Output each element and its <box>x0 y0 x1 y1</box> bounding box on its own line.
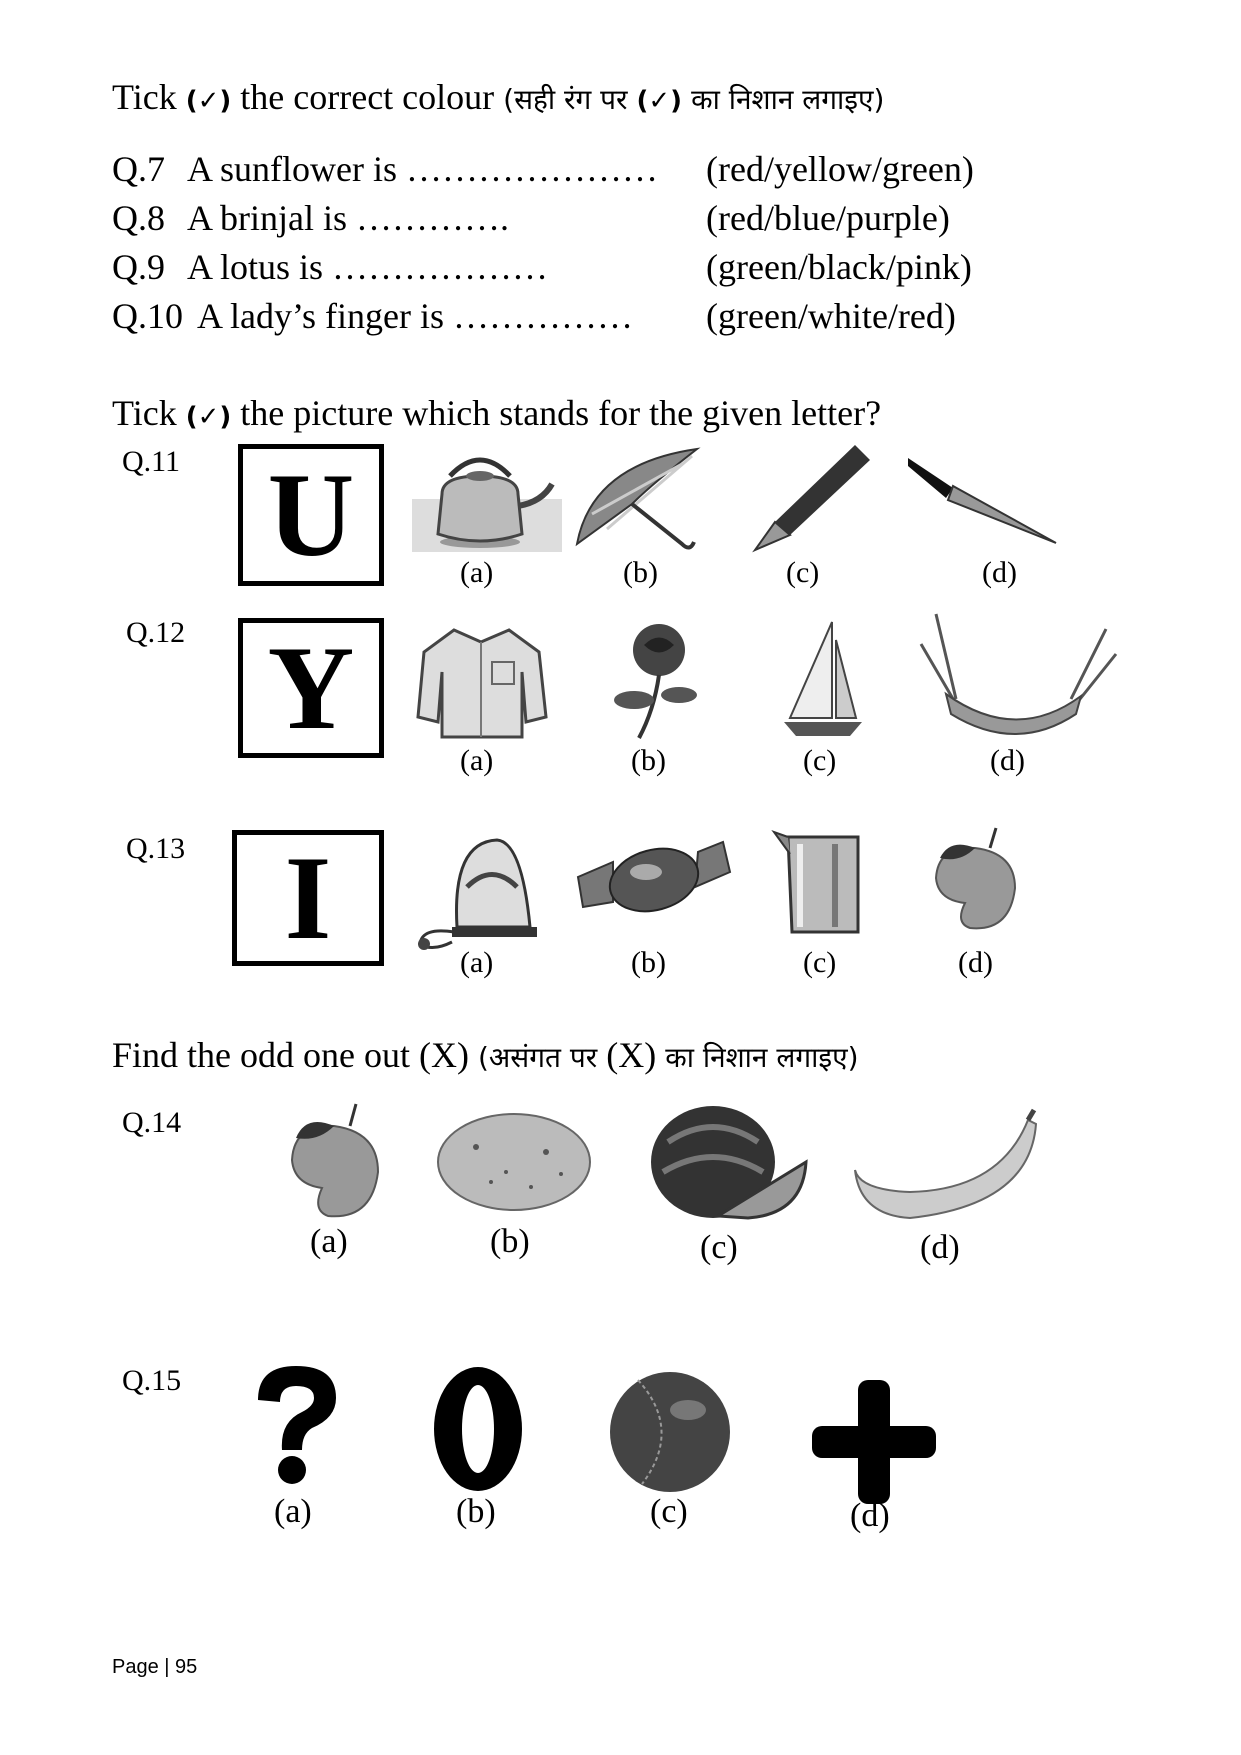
jug-icon[interactable] <box>770 832 862 936</box>
tick-mark-icon: (✓) <box>185 86 232 116</box>
kettle-icon[interactable] <box>412 444 562 552</box>
cricket-ball-icon[interactable] <box>608 1370 732 1494</box>
option-label-q14-a: (a) <box>310 1223 348 1260</box>
mango-icon[interactable] <box>930 828 1020 932</box>
odd-section-heading: Find the odd one out (X) (असंगत पर (X) का निशान लगाइए) <box>112 1035 859 1075</box>
question-q9: Q.9 A lotus is ……………… <box>112 247 549 287</box>
question-number-q12: Q.12 <box>126 616 186 649</box>
option-label-q13-b: (b) <box>631 946 666 979</box>
knife-icon[interactable] <box>908 448 1058 548</box>
candy-icon[interactable] <box>578 832 730 932</box>
question-q10: Q.10 A lady’s finger is …………… <box>112 296 633 336</box>
question-number-q13: Q.13 <box>126 832 186 865</box>
option-label-q11-c: (c) <box>786 556 820 589</box>
options-q7: (red/yellow/green) <box>706 149 974 189</box>
option-label-q12-b: (b) <box>631 744 666 777</box>
option-label-q13-c: (c) <box>803 946 837 979</box>
question-q8: Q.8 A brinjal is …………. <box>112 198 510 238</box>
option-label-q15-b: (b) <box>456 1493 496 1530</box>
option-label-q15-a: (a) <box>274 1493 312 1530</box>
question-number-q14: Q.14 <box>122 1106 182 1139</box>
options-q10: (green/white/red) <box>706 296 956 336</box>
option-label-q15-d: (d) <box>850 1497 890 1534</box>
hammock-icon[interactable] <box>916 614 1116 740</box>
option-label-q14-c: (c) <box>700 1229 738 1266</box>
umbrella-icon[interactable] <box>572 444 702 552</box>
letter-box-q13: I <box>232 830 384 966</box>
option-label-q12-d: (d) <box>990 744 1025 777</box>
tick-mark-icon: (✓) <box>636 86 683 116</box>
option-label-q12-c: (c) <box>803 744 837 777</box>
banana-icon[interactable] <box>850 1110 1040 1222</box>
options-q9: (green/black/pink) <box>706 247 972 287</box>
letter-section-heading: Tick (✓) the picture which stands for the given letter? <box>112 393 882 433</box>
watermelon-icon[interactable] <box>648 1102 808 1220</box>
rose-icon[interactable] <box>604 620 704 740</box>
option-label-q12-a: (a) <box>460 744 494 777</box>
question-number-q11: Q.11 <box>122 445 181 478</box>
question-mark-icon[interactable] <box>246 1362 346 1488</box>
options-q8: (red/blue/purple) <box>706 198 950 238</box>
page-number: Page | 95 <box>112 1656 198 1678</box>
option-label-q14-b: (b) <box>490 1223 530 1260</box>
pen-icon[interactable] <box>745 440 875 552</box>
option-label-q14-d: (d) <box>920 1229 960 1266</box>
iron-icon[interactable] <box>412 832 552 952</box>
option-label-q15-c: (c) <box>650 1493 688 1530</box>
sailboat-icon[interactable] <box>784 620 864 742</box>
zero-icon[interactable] <box>430 1364 526 1494</box>
letter-box-q11: U <box>238 444 384 586</box>
colour-section-heading: Tick (✓) the correct colour (सही रंग पर (✓) का निशान लगाइए) <box>112 77 885 117</box>
option-label-q11-a: (a) <box>460 556 494 589</box>
letter-box-q12: Y <box>238 618 384 758</box>
option-label-q13-a: (a) <box>460 946 494 979</box>
question-number-q15: Q.15 <box>122 1364 182 1397</box>
potato-icon[interactable] <box>436 1112 592 1212</box>
option-label-q13-d: (d) <box>958 946 993 979</box>
plus-icon[interactable] <box>812 1380 936 1504</box>
option-label-q11-b: (b) <box>623 556 658 589</box>
mango-icon[interactable] <box>286 1104 382 1220</box>
shirt-icon[interactable] <box>414 622 549 740</box>
question-q7: Q.7 A sunflower is ………………… <box>112 149 659 189</box>
tick-mark-icon: (✓) <box>185 402 232 432</box>
option-label-q11-d: (d) <box>982 556 1017 589</box>
